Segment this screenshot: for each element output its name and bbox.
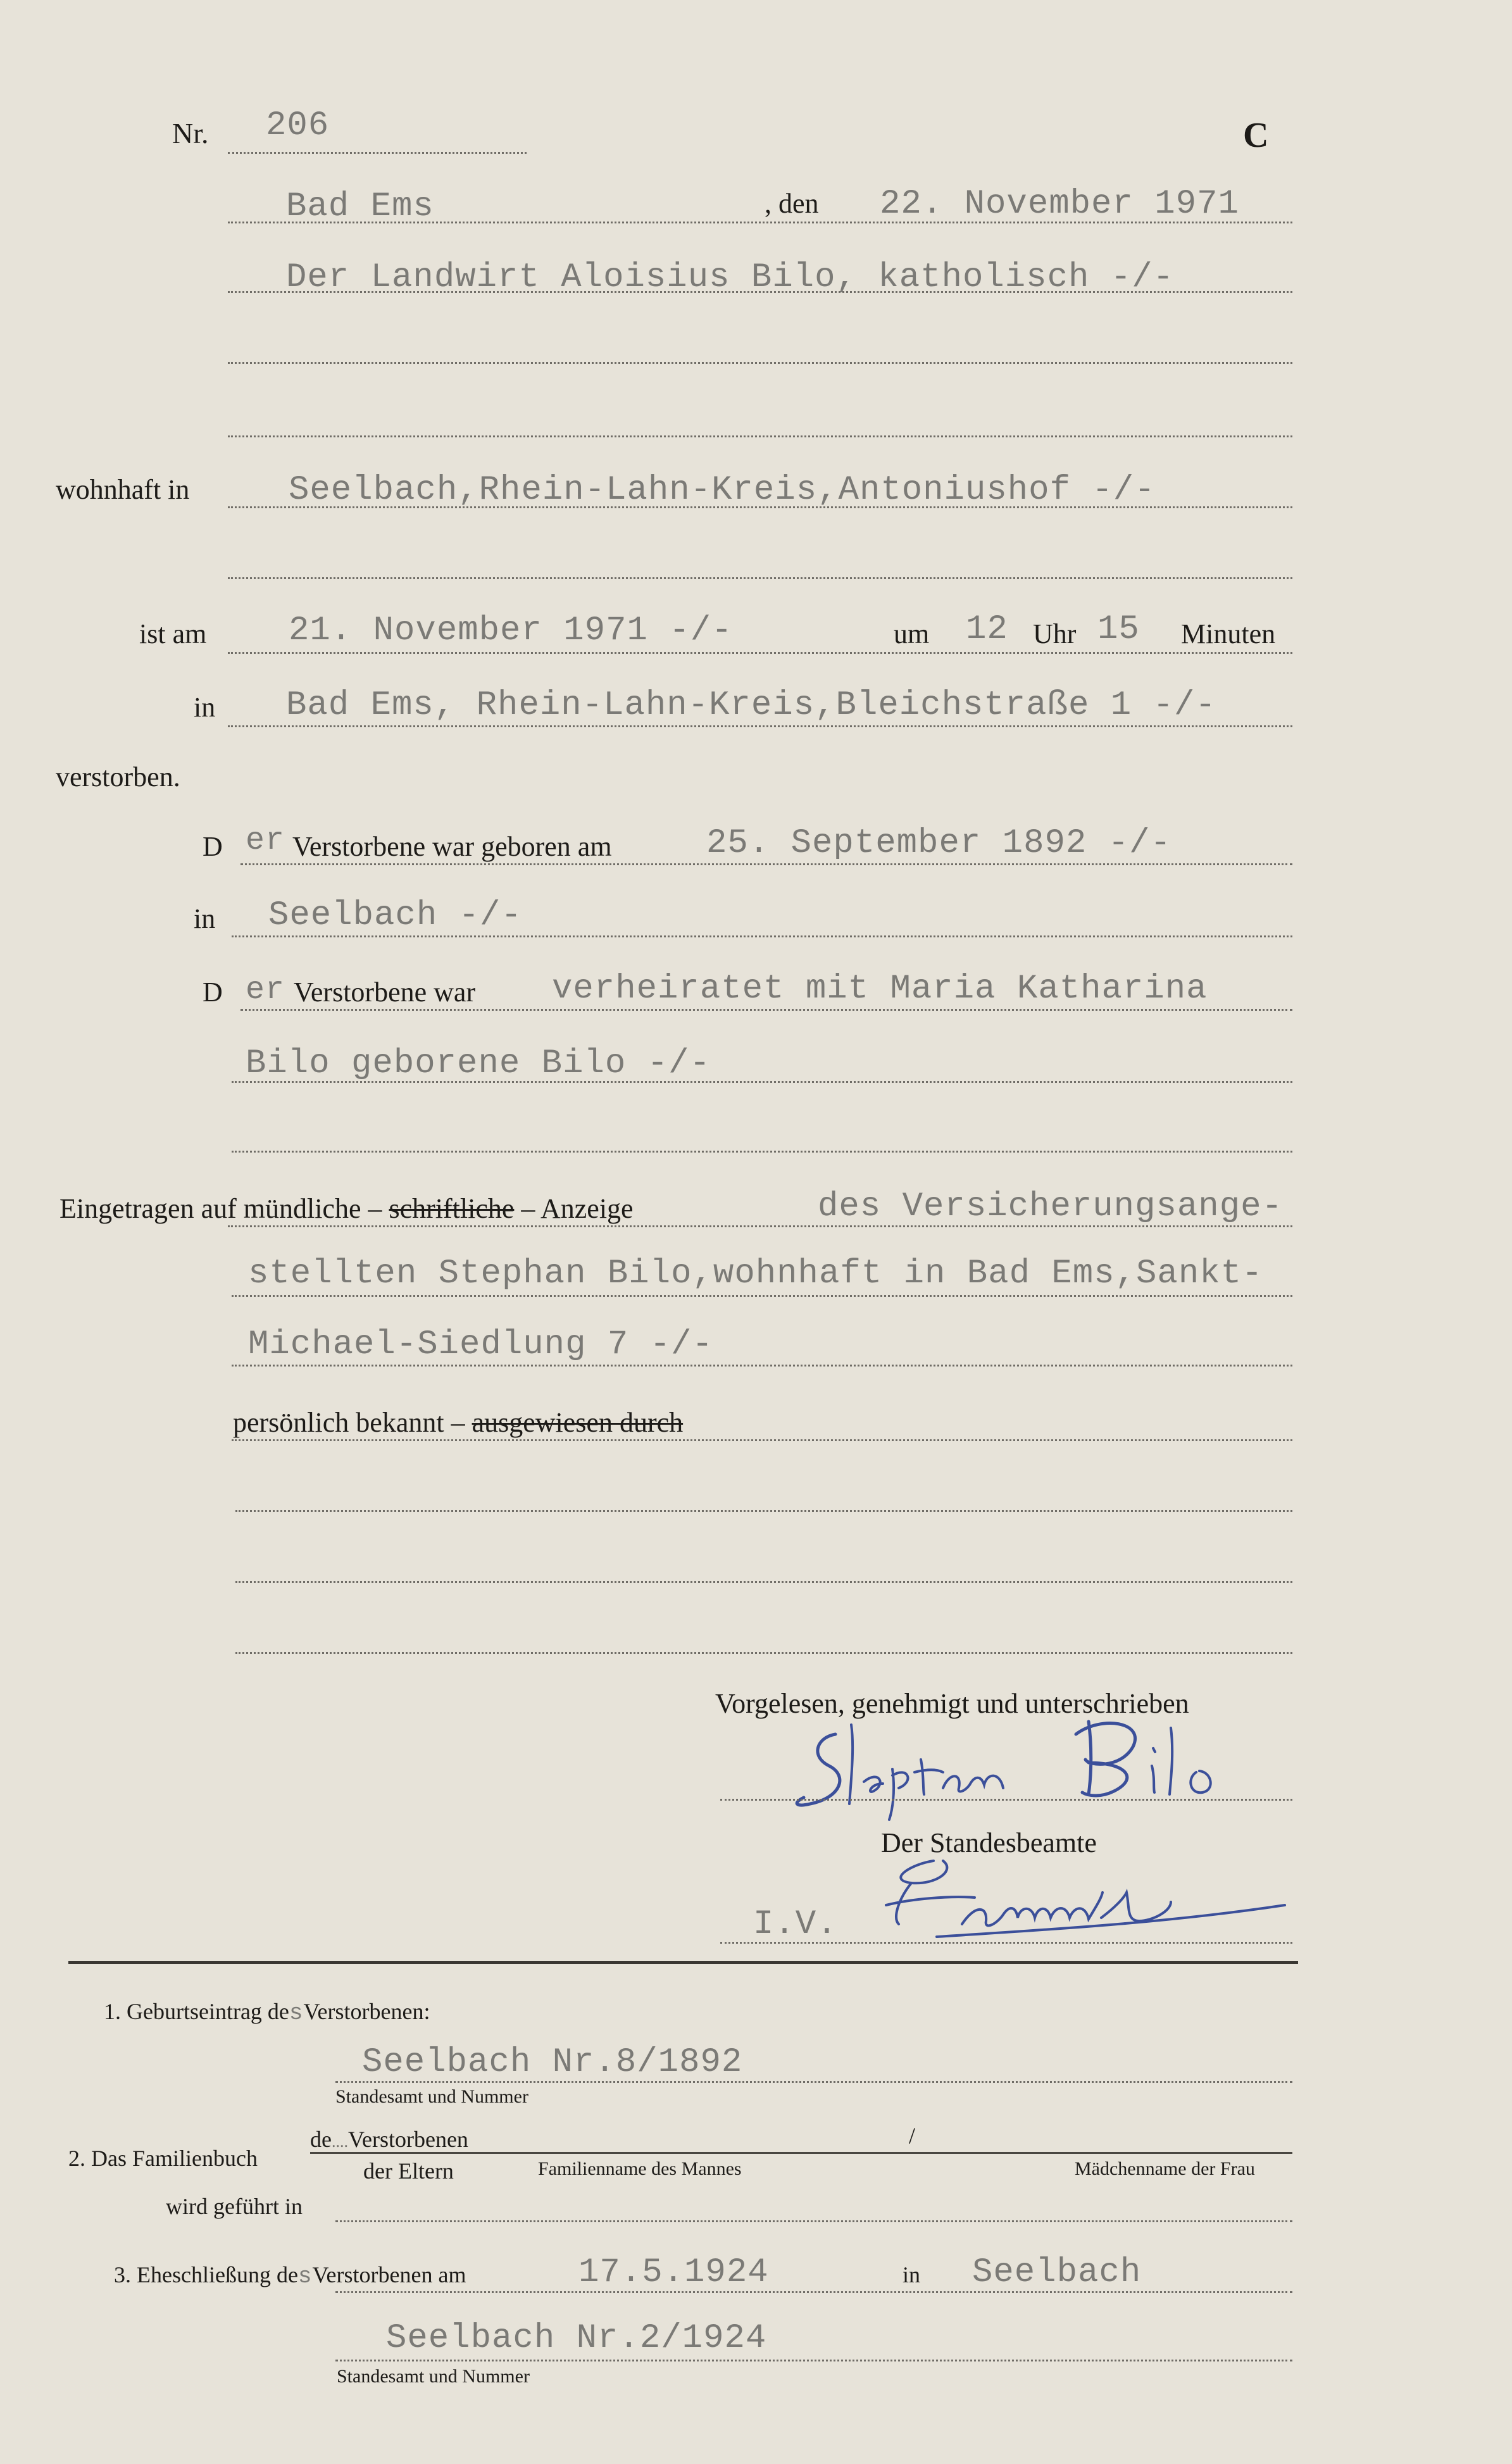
- maedchenname-label: Mädchenname der Frau: [1075, 2158, 1255, 2179]
- blank-line-3: [235, 1510, 1292, 1512]
- footer-item-2-slash: /: [909, 2123, 916, 2148]
- marriage-line-1: verheiratet mit Maria Katharina: [552, 970, 1208, 1008]
- death-line: [228, 652, 1292, 654]
- footer-item-1-label: 1. Geburtseintrag desVerstorbenen:: [104, 1999, 430, 2026]
- familienname-label: Familienname des Mannes: [538, 2158, 742, 2179]
- death-place: Bad Ems, Rhein-Lahn-Kreis,Bleichstraße 1 -/-: [286, 686, 1216, 725]
- place-value: Bad Ems: [286, 187, 434, 226]
- report-line-1: des Versicherungsange-: [818, 1187, 1283, 1226]
- known-underline: [232, 1439, 1292, 1441]
- um-label: um: [894, 618, 930, 649]
- marriage-line-2: Bilo geborene Bilo -/-: [246, 1044, 711, 1083]
- residence-line: [228, 506, 1292, 508]
- report-underline-3: [232, 1365, 1292, 1366]
- death-place-line: [228, 725, 1292, 727]
- marriage-underline-1: [241, 1009, 1292, 1011]
- report-line-3: Michael-Siedlung 7 -/-: [248, 1325, 713, 1364]
- uhr-label: Uhr: [1033, 618, 1077, 649]
- death-date: 21. November 1971 -/-: [289, 611, 733, 650]
- report-label: Eingetragen auf mündliche – schriftliche – Anzeige: [59, 1193, 634, 1224]
- footer-item-1-value: Seelbach Nr.8/1892: [362, 2043, 743, 2082]
- section-divider: [68, 1961, 1298, 1964]
- person-line: [228, 291, 1292, 293]
- signer-signature: [791, 1709, 1259, 1823]
- date-line: [228, 222, 1292, 223]
- birth-date: 25. September 1892 -/-: [706, 824, 1171, 863]
- birth-place: Seelbach -/-: [268, 896, 522, 935]
- footer-item-2-eltern: der Eltern: [363, 2158, 454, 2184]
- corner-letter: C: [1243, 116, 1269, 155]
- residence-label: wohnhaft in: [56, 474, 190, 505]
- marriage-underline-2: [232, 1081, 1292, 1083]
- birth-place-line: [232, 935, 1292, 937]
- standesamt-label-1: Standesamt und Nummer: [335, 2086, 528, 2107]
- date-value: 22. November 1971: [880, 185, 1239, 223]
- nr-value: 206: [266, 106, 330, 145]
- footer-item-2-line: [310, 2152, 1292, 2154]
- iv-label: I.V.: [753, 1905, 838, 1944]
- death-label: ist am: [139, 618, 207, 649]
- residence-line-2: [228, 577, 1292, 579]
- death-in-label: in: [194, 692, 216, 723]
- birth-d-label: D: [203, 831, 223, 862]
- report-struck-text: schriftliche: [389, 1193, 515, 1224]
- birth-label: Verstorbene war geboren am: [292, 831, 612, 862]
- official-label: Der Standesbeamte: [881, 1827, 1097, 1858]
- verstorben-label: verstorben.: [56, 761, 180, 792]
- known-struck-text: ausgewiesen durch: [472, 1407, 684, 1438]
- nr-line: [228, 152, 527, 154]
- footer-item-2-wird-line: [335, 2220, 1292, 2222]
- marriage-underline-3: [232, 1151, 1292, 1153]
- footer-item-2-de: de....Verstorbenen: [310, 2127, 468, 2152]
- minuten-label: Minuten: [1181, 618, 1276, 649]
- nr-label: Nr.: [172, 117, 209, 149]
- footer-item-3-place: Seelbach: [972, 2253, 1142, 2292]
- official-signature: [873, 1835, 1304, 1949]
- marriage-d-label: D: [203, 977, 223, 1008]
- footer-item-3-value: Seelbach Nr.2/1924: [386, 2319, 767, 2358]
- death-minute: 15: [1097, 610, 1140, 649]
- footer-item-2-wird: wird geführt in: [166, 2194, 303, 2219]
- footer-item-1-line: [335, 2081, 1292, 2083]
- marriage-label: Verstorbene war: [294, 977, 476, 1008]
- read-approved-label: Vorgelesen, genehmigt und unterschrieben: [715, 1688, 1189, 1719]
- residence-value: Seelbach,Rhein-Lahn-Kreis,Antoniushof -/-: [289, 471, 1156, 510]
- official-line: [720, 1942, 1292, 1944]
- birth-date-line: [241, 863, 1292, 865]
- footer-item-3-label: 3. Eheschließung desVerstorbenen am: [114, 2262, 466, 2289]
- footer-item-3-in: in: [903, 2262, 921, 2287]
- report-underline-2: [232, 1295, 1292, 1297]
- death-hour: 12: [966, 610, 1008, 649]
- known-label: persönlich bekannt – ausgewiesen durch: [233, 1407, 684, 1438]
- footer-item-3-line: [335, 2291, 1292, 2293]
- footer-item-3-date: 17.5.1924: [578, 2253, 769, 2292]
- standesamt-label-2: Standesamt und Nummer: [337, 2366, 530, 2387]
- marriage-d-suffix: er: [246, 972, 285, 1008]
- blank-line-4: [235, 1581, 1292, 1583]
- report-underline-1: [228, 1225, 1292, 1227]
- person-value: Der Landwirt Aloisius Bilo, katholisch -/-: [286, 258, 1175, 297]
- report-line-2: stellten Stephan Bilo,wohnhaft in Bad Ems,Sankt-: [248, 1254, 1263, 1293]
- birth-in-label: in: [194, 903, 216, 934]
- blank-line-5: [235, 1652, 1292, 1654]
- footer-item-3-value-line: [335, 2360, 1292, 2361]
- blank-line-1: [228, 362, 1292, 364]
- birth-d-suffix: er: [246, 823, 285, 859]
- den-label: , den: [765, 188, 819, 219]
- footer-item-2-label: 2. Das Familienbuch: [68, 2146, 258, 2171]
- signer-line: [720, 1799, 1292, 1801]
- blank-line-2: [228, 435, 1292, 437]
